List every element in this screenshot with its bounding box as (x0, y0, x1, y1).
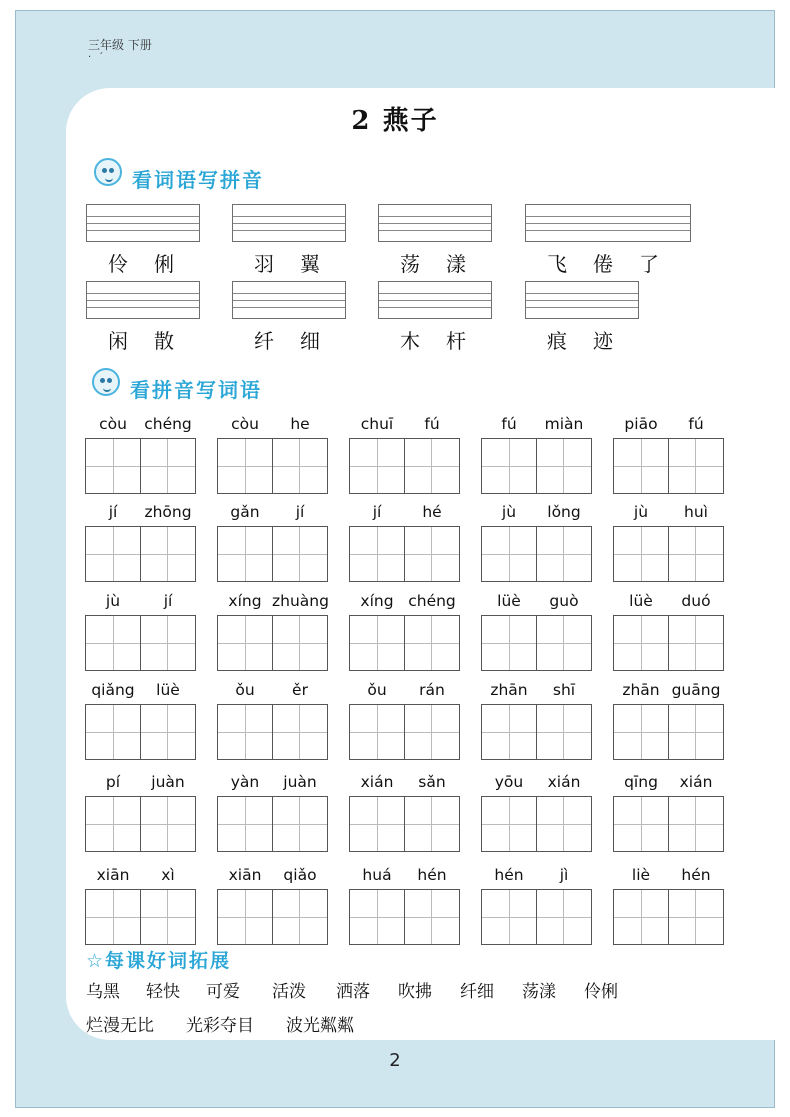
chinese-word: 伶俐 (108, 252, 200, 276)
pinyin-write-box[interactable] (86, 204, 200, 242)
pinyin-syllable: jù (633, 503, 649, 521)
character-grid-cell[interactable] (537, 704, 592, 760)
character-grid-cell[interactable] (349, 704, 405, 760)
pinyin-syllable: fú (501, 415, 517, 433)
character-grid-cell[interactable] (85, 796, 141, 852)
pinyin-syllable: qiǎng (91, 681, 135, 699)
pinyin-syllable: jí (372, 503, 382, 521)
chinese-word: 飞倦了 (547, 252, 685, 276)
character-grid-cell[interactable] (141, 615, 196, 671)
character-grid-cell[interactable] (349, 796, 405, 852)
pinyin-syllable: fú (424, 415, 440, 433)
character-grid-cell[interactable] (217, 704, 273, 760)
pinyin-syllable: xiān (96, 866, 130, 884)
good-word: 洒落 (336, 982, 370, 1002)
pinyin-syllable: còu (231, 415, 259, 433)
character-grid-cell[interactable] (141, 889, 196, 945)
character-grid-cell[interactable] (273, 526, 328, 582)
pinyin-write-box[interactable] (378, 204, 492, 242)
pinyin-syllable: fú (688, 415, 704, 433)
pinyin-syllable: hén (494, 866, 524, 884)
character-grid-cell[interactable] (349, 526, 405, 582)
character-grid-cell[interactable] (349, 615, 405, 671)
pinyin-syllable: huì (684, 503, 708, 521)
character-grid-cell[interactable] (273, 615, 328, 671)
pinyin-syllable: gǎn (230, 503, 260, 521)
character-grid-cell[interactable] (141, 704, 196, 760)
pinyin-syllable: jí (295, 503, 305, 521)
character-grid-cell[interactable] (537, 438, 592, 494)
character-grid-cell[interactable] (273, 889, 328, 945)
pinyin-syllable: zhān (490, 681, 528, 699)
character-grid-cell[interactable] (405, 615, 460, 671)
character-grid-cell[interactable] (405, 438, 460, 494)
character-grid-cell[interactable] (217, 438, 273, 494)
pinyin-syllable: guò (549, 592, 579, 610)
pinyin-syllable: lüè (629, 592, 653, 610)
pinyin-syllable: juàn (283, 773, 317, 791)
pinyin-syllable: hé (422, 503, 442, 521)
good-word: 轻快 (146, 982, 180, 1002)
character-grid-cell[interactable] (85, 889, 141, 945)
pinyin-syllable: miàn (544, 415, 584, 433)
character-grid-cell[interactable] (613, 796, 669, 852)
good-phrase: 烂漫无比 (86, 1016, 154, 1036)
character-grid-cell[interactable] (405, 889, 460, 945)
character-grid-cell[interactable] (481, 704, 537, 760)
pinyin-syllable: xíng (228, 592, 262, 610)
character-grid-cell[interactable] (349, 889, 405, 945)
character-grid-cell[interactable] (217, 796, 273, 852)
pinyin-syllable: xián (547, 773, 581, 791)
character-grid-cell[interactable] (669, 796, 724, 852)
pinyin-syllable: ǒu (367, 681, 387, 699)
character-grid-cell[interactable] (85, 615, 141, 671)
pinyin-syllable: jì (559, 866, 569, 884)
grade-dots: · ´ (88, 52, 106, 63)
character-grid-cell[interactable] (349, 438, 405, 494)
section3-heading: ☆每课好词拓展 (86, 950, 232, 972)
pinyin-syllable: ěr (292, 681, 308, 699)
pinyin-syllable: xíng (360, 592, 394, 610)
page-title: 2 燕子 (351, 106, 439, 136)
pinyin-syllable: chéng (144, 415, 192, 433)
pinyin-syllable: zhān (622, 681, 660, 699)
pinyin-syllable: duó (681, 592, 711, 610)
chinese-word: 闲散 (108, 329, 200, 353)
character-grid-cell[interactable] (273, 796, 328, 852)
pinyin-syllable: ǒu (235, 681, 255, 699)
panda-icon (94, 158, 122, 186)
character-grid-cell[interactable] (481, 889, 537, 945)
character-grid-cell[interactable] (481, 526, 537, 582)
section1-heading: 看词语写拼音 (132, 168, 264, 192)
pinyin-syllable: lüè (497, 592, 521, 610)
pinyin-syllable: pí (105, 773, 121, 791)
pinyin-syllable: shī (552, 681, 576, 699)
pinyin-syllable: zhuàng (272, 592, 329, 610)
pinyin-syllable: huá (362, 866, 392, 884)
pinyin-syllable: yàn (230, 773, 260, 791)
good-word: 活泼 (272, 982, 306, 1002)
character-grid-cell[interactable] (481, 796, 537, 852)
character-grid-cell[interactable] (85, 438, 141, 494)
character-grid-cell[interactable] (669, 438, 724, 494)
pinyin-syllable: chuī (360, 415, 394, 433)
chinese-word: 纤细 (254, 329, 346, 353)
good-word: 伶俐 (584, 982, 618, 1002)
character-grid-cell[interactable] (85, 526, 141, 582)
chinese-word: 木杆 (400, 329, 492, 353)
pinyin-syllable: xián (360, 773, 394, 791)
character-grid-cell[interactable] (217, 889, 273, 945)
character-grid-cell[interactable] (405, 796, 460, 852)
pinyin-syllable: jí (108, 503, 118, 521)
pinyin-write-box[interactable] (525, 204, 691, 242)
pinyin-write-box[interactable] (86, 281, 200, 319)
character-grid-cell[interactable] (273, 438, 328, 494)
character-grid-cell[interactable] (669, 889, 724, 945)
character-grid-cell[interactable] (405, 526, 460, 582)
good-phrase: 光彩夺目 (186, 1016, 254, 1036)
pinyin-syllable: liè (631, 866, 651, 884)
grade-label: 三年级 下册 (88, 38, 152, 52)
character-grid-cell[interactable] (613, 704, 669, 760)
pinyin-syllable: qiǎo (283, 866, 317, 884)
character-grid-cell[interactable] (669, 615, 724, 671)
chinese-word: 羽翼 (254, 252, 346, 276)
pinyin-syllable: zhōng (144, 503, 192, 521)
character-grid-cell[interactable] (273, 704, 328, 760)
pinyin-syllable: xì (161, 866, 175, 884)
chinese-word: 痕迹 (547, 329, 639, 353)
character-grid-cell[interactable] (669, 526, 724, 582)
character-grid-cell[interactable] (669, 704, 724, 760)
pinyin-syllable: xiān (228, 866, 262, 884)
character-grid-cell[interactable] (537, 615, 592, 671)
panda-icon (92, 368, 120, 396)
character-grid-cell[interactable] (537, 889, 592, 945)
pinyin-syllable: yōu (494, 773, 524, 791)
pinyin-syllable: sǎn (418, 773, 446, 791)
good-word: 乌黑 (86, 982, 120, 1002)
pinyin-syllable: rán (419, 681, 445, 699)
pinyin-syllable: he (290, 415, 310, 433)
chinese-word: 荡漾 (400, 252, 492, 276)
character-grid-cell[interactable] (141, 796, 196, 852)
character-grid-cell[interactable] (613, 438, 669, 494)
character-grid-cell[interactable] (141, 438, 196, 494)
section2-heading: 看拼音写词语 (130, 378, 262, 402)
character-grid-cell[interactable] (613, 615, 669, 671)
pinyin-syllable: lǒng (547, 503, 581, 521)
pinyin-syllable: jí (163, 592, 173, 610)
pinyin-syllable: còu (99, 415, 127, 433)
character-grid-cell[interactable] (141, 526, 196, 582)
pinyin-write-box[interactable] (525, 281, 639, 319)
good-word: 可爱 (206, 982, 240, 1002)
good-word: 纤细 (460, 982, 494, 1002)
pinyin-syllable: chéng (408, 592, 456, 610)
character-grid-cell[interactable] (481, 615, 537, 671)
pinyin-syllable: qīng (624, 773, 658, 791)
good-word: 荡漾 (522, 982, 556, 1002)
pinyin-syllable: juàn (151, 773, 185, 791)
character-grid-cell[interactable] (217, 615, 273, 671)
good-word: 吹拂 (398, 982, 432, 1002)
pinyin-syllable: jù (501, 503, 517, 521)
character-grid-cell[interactable] (613, 526, 669, 582)
page-number: 2 (389, 1050, 401, 1071)
character-grid-cell[interactable] (481, 438, 537, 494)
character-grid-cell[interactable] (405, 704, 460, 760)
pinyin-syllable: xián (679, 773, 713, 791)
character-grid-cell[interactable] (537, 526, 592, 582)
pinyin-write-box[interactable] (232, 281, 346, 319)
pinyin-syllable: jù (105, 592, 121, 610)
good-phrase: 波光粼粼 (286, 1016, 354, 1036)
pinyin-syllable: hén (681, 866, 711, 884)
pinyin-syllable: lüè (156, 681, 180, 699)
character-grid-cell[interactable] (613, 889, 669, 945)
character-grid-cell[interactable] (85, 704, 141, 760)
pinyin-syllable: piāo (624, 415, 658, 433)
pinyin-syllable: guāng (671, 681, 721, 699)
pinyin-syllable: hén (417, 866, 447, 884)
pinyin-write-box[interactable] (232, 204, 346, 242)
character-grid-cell[interactable] (537, 796, 592, 852)
pinyin-write-box[interactable] (378, 281, 492, 319)
character-grid-cell[interactable] (217, 526, 273, 582)
